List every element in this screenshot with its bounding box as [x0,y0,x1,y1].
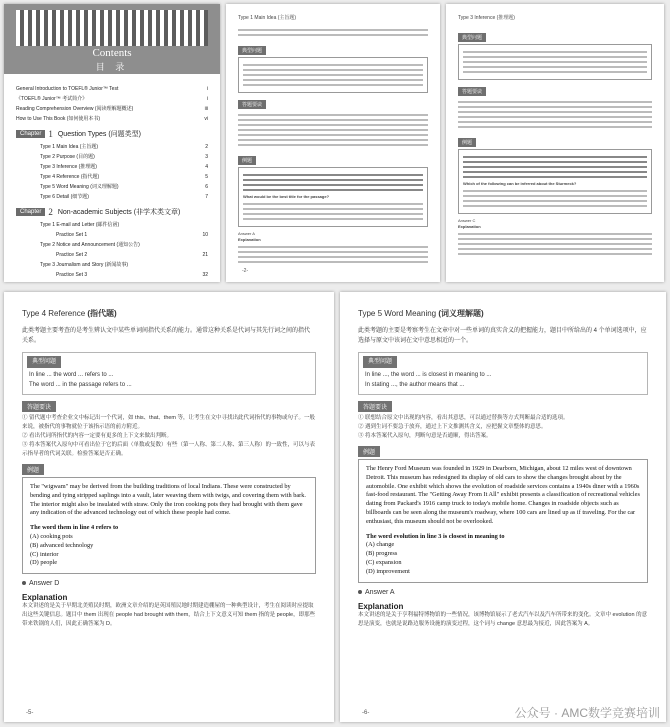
explanation-heading: Explanation [22,593,68,603]
toc-line: 《TOEFL® Junior™ 考试简介》 i [16,96,208,102]
section-tag: 典型问题 [363,356,397,368]
option: (C) interior [30,550,59,558]
option: (C) expansion [366,558,402,566]
typical-question: In stating ..., the author means that ... [365,382,465,388]
typical-question: In line ... the word ... refers to ... [29,372,114,378]
intro-text: 此类考题的主要是考察考生在文章中对一些单词的真实含义的把握能力，题目中所给出的 4 个单词选项中，应选择与原文中该词在文中意思相近的一个。 [358,328,647,344]
typical-question: The word ... in the passage refers to ... [29,382,132,388]
toc-line: Type 2 Purpose (目的题) 3 [40,154,208,160]
arrow-icon [22,581,26,585]
option: (A) cooking pots [30,532,73,540]
toc-line: Type 5 Word Meaning (词义理解题) 6 [40,184,208,190]
word-meaning-page [340,292,666,722]
section-tag: 例题 [458,138,476,147]
contents-title: Contents [92,47,132,59]
tip-item: ② 看出代词所指代的内容一定要有更多的上下文来做出判断。 [22,433,173,439]
chapter-heading [16,129,208,139]
toc-line: General Introduction to TOEFL® Junior™ Test i [16,86,208,92]
toc-line: Practice Set 1 10 [56,232,208,238]
option: (D) people [30,559,58,567]
option: (A) change [366,541,395,549]
toc-line: Type 3 Journalism and Story (新闻故事) [40,262,129,268]
watermark-text: 公众号 · AMC数学竞赛培训 [514,706,660,720]
contents-title-cn: 目 录 [95,62,129,72]
passage-text: The Henry Ford Museum was founded in 1929 in Dearborn, Michigan, about 12 miles west of downtown Detroit. This museum has redesigned its display of old cars to show the changes brought about by the automobile. One exhibit which shows the evolution of roadside services contains a 1940s diner with a 1960s fast-food restaurant. The "Getting Away From It All" exhibit presents a classification of recreational vehicles dating from Packard's 1916 camp truck to today's mobile home. Changes in roadside objects such as billboards can be seen along the museum's roadway, where 100 cars are lined up as if traveling. For the car enthusiast, this museum should not be overlooked. [366,465,640,525]
tip-item: ② 遇到生词不要急于放弃，通过上下文推测其含义，应把握文章整体的意思。 [358,424,547,430]
toc-line: Type 1 E-mail and Letter (邮件信函) [40,222,120,228]
contents-cover [4,4,220,74]
chapter-number: 1 [48,129,53,139]
example-box [458,149,652,214]
toc-line: Type 4 Reference (指代题) 5 [40,174,208,180]
typical-questions-box [358,352,648,395]
page-header: Type 1 Main Idea (主旨题) [238,15,297,21]
table-of-contents [16,84,208,280]
intro-text: 此类考题主要考查的是考生辨认文中某些单词间指代关系的能力。通常这种关系是代词与其先行词之间的指代关系。 [22,328,311,344]
tip-item: ① 联想结合原文中出现的内容，看出其意思，可以通过替换等方式判断最合适的选项。 [358,415,569,421]
page-number: -6- [362,710,370,716]
section-tag: 典型问题 [27,356,61,368]
reference-page [4,292,334,722]
typical-questions-box [458,44,652,80]
main-idea-page [226,4,440,282]
toc-line: Type 6 Detail (细节题) 7 [40,194,208,200]
chapter-tag: Chapter [16,130,45,138]
example-box [238,167,428,227]
section-tag: 答题要诀 [238,100,266,109]
page-number: -5- [26,710,34,716]
toc-line: Type 3 Inference (推理题) 4 [40,164,208,170]
explanation-text: 本文讲述的是关于早期北美殖民时期，欧洲文章介绍的是英国殖民地时期建造棚屋的一种典型设计，考生在阅读时应提取出这些关键信息。题目中 them 出现在 people had brought with them，结合上下文意义可知 them 指的是 people，即那些带来铁锅的人们，因此正确答案为 D。 [22,603,316,628]
explanation-heading: Explanation [358,601,404,611]
chapter-heading [16,207,208,217]
toc-line: Practice Set 3 32 [56,272,208,278]
section-tag: 例题 [358,446,380,457]
example-passage-box [358,459,648,583]
page-number: -2- [242,268,249,274]
option: (B) progress [366,550,398,558]
option: (B) advanced technology [30,541,94,549]
explanation-heading: Explanation [238,237,261,242]
chapter-tag: Chapter [16,208,45,216]
typical-questions-box [238,57,428,93]
toc-line: Type 2 Notice and Announcement (通知公告) [40,242,140,248]
explanation-heading: Explanation [458,224,481,229]
page-title: Type 4 Reference (指代题) [22,309,117,318]
answer-label: Answer D [22,580,316,587]
toc-line: Practice Set 2 21 [56,252,208,258]
section-tag: 典型问题 [458,33,486,42]
cover-pattern [16,10,208,46]
answer-label: Answer A [238,231,255,236]
answer-label: Answer A [358,589,648,596]
toc-line: Reading Comprehension Overview (阅读理解题概述) iii [16,106,208,112]
typical-questions-box [22,352,316,395]
typical-question: In line ..., the word ... is closest in meaning to ... [365,372,492,378]
chapter-number: 2 [48,207,53,217]
section-tag: 例题 [238,156,256,165]
section-tag: 例题 [22,464,44,475]
chapter-title: Question Types (问题类型) [57,131,141,138]
passage-text: The "wigwam" may be derived from the building traditions of local Indians. These were constructed by bending and tying stripped saplings into a vault, later weaving them with twigs, and covering them with bark. The interior might also be insulated with straw. Only the iron cooking pots they had brought with them gave any indication of the advanced technology out of which these people had come. [30,483,306,517]
section-tag: 答题要诀 [458,87,486,96]
page-title: Type 5 Word Meaning (词义理解题) [358,309,484,318]
example-passage-box [22,477,316,574]
inference-page [446,4,664,282]
section-tag: 答题要诀 [358,401,392,412]
section-tag: 典型问题 [238,46,266,55]
answer-label: Answer C [458,218,476,223]
tip-item: ① 留代题中考查企业文中标记出一个代词，如 this、that、them 等，让考生在文中寻找出此代词指代的事物或句子。一般来说，被指代的事物就位于该指示语的前方附近。 [22,415,316,430]
example-question: What would be the best title for the passage? [243,194,330,199]
example-question: The word evolution in line 3 is closest in meaning to [366,532,505,540]
arrow-icon [358,590,362,594]
chapter-title: Non-academic Subjects (非学术类文章) [57,209,181,216]
toc-line: How to Use This Book (如何使用本书) vi [16,116,208,122]
option: (D) improvement [366,567,410,575]
page-header: Type 3 Inference (推理题) [458,15,515,21]
contents-page [4,4,220,282]
tip-item: ③ 将本答案代入原句，判断句意是否通顺，得出答案。 [358,433,492,439]
explanation-text: 本文讲述的是关于亨利福特博物馆的一些情况，该博物馆展示了老式汽车以及汽车所带来的变化。文章中 evolution 的意思是演变，也就是说路边服务设施的演变过程，这个词与 change 意思最为接近，因此答案为 A。 [358,611,648,627]
tip-item: ③ 将本答案代入原句中可看出位于它的后面（单数或复数）有些（第一人称、第二人称、第三人称）的一致性，可以与表示指导者的代词关联。检验答案是否正确。 [22,442,316,457]
toc-line: Type 1 Main Idea (主旨题) 2 [40,144,208,150]
section-tag: 答题要诀 [22,401,56,412]
example-question: The word them in line 4 refers to [30,524,119,532]
example-question: Which of the following can be inferred about the Sturmeck? [463,181,577,186]
